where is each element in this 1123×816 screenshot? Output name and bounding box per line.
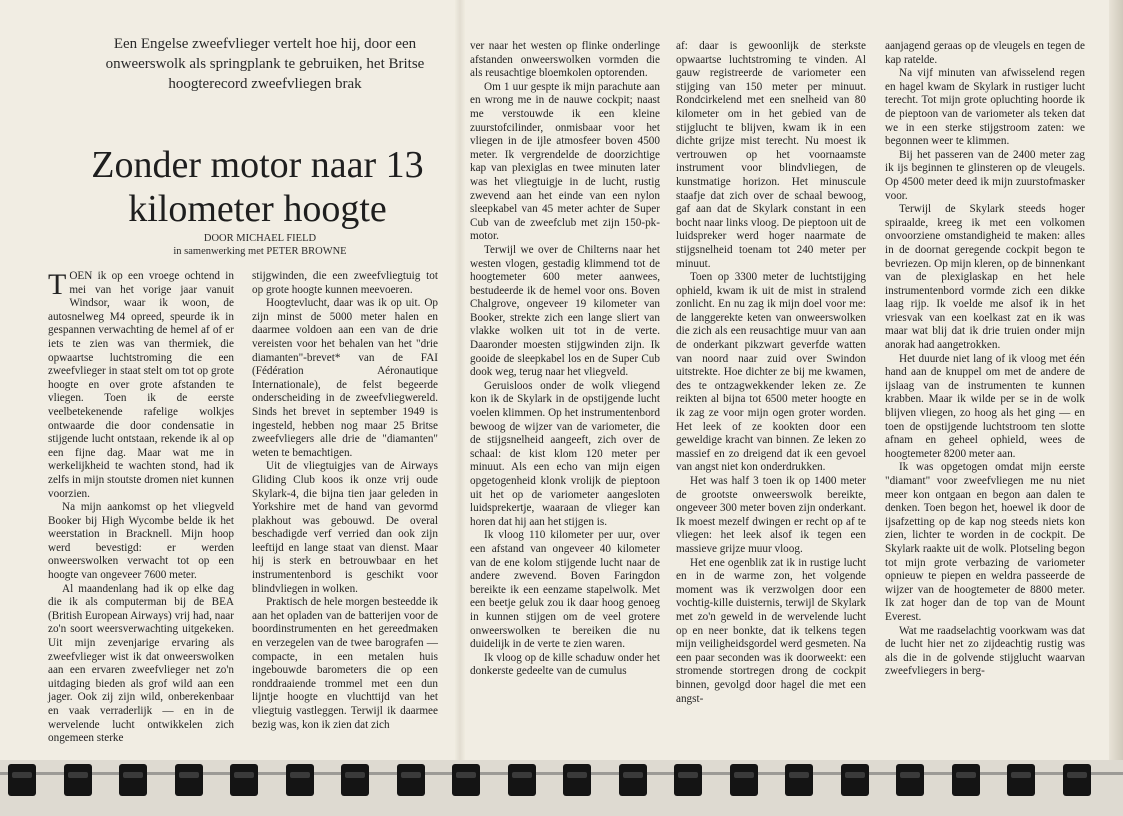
column-2	[252, 270, 438, 732]
binding-coil	[1063, 764, 1091, 796]
binding-coil	[508, 764, 536, 796]
paragraph: Toen op 3300 meter de luchtstijging ophield, kwam ik uit de mist in stralend zonlicht. En nu zag ik mijn doel voor me: de langgerekte keten van onweerswolken die zich als een reusachtige muur van aan de onderkant pikzwart geverfde watten van noord naar zuid over Swindon uitstrekte. Hoe dichter ze bij me kwamen, des te ontzagwekkender leken ze. Ze reikten al bijna tot 6500 meter hoogte en ik zag ze voor mijn ogen groter worden. Het leek of ze kookten door een geweldige kracht van binnen. Ze leken zo massief en zo dreigend dat ik een gevoel van angst niet kon onderdrukken.	[676, 271, 866, 474]
binding-coil	[341, 764, 369, 796]
paragraph: Het ene ogenblik zat ik in rustige lucht en in de warme zon, het volgende moment was ik verzwolgen door een vochtig-kille duisternis, terwijl de Skylark met zo'n geweld in de wervelende lucht op en neer bonkte, dat ik telkens tegen mijn veiligheidsgordel werd gesmeten. Na een paar seconden was ik doorweekt: een stromende stortregen drong de cockpit binnen, gevolgd door hagel die met een angst-	[676, 556, 866, 705]
binding-coil	[8, 764, 36, 796]
binding-coil	[785, 764, 813, 796]
paragraph: Ik was opgetogen omdat mijn eerste "diamant" voor zweefvliegen me nu niet meer kon ontgaan en begon aan dalen te denken. Toen begon het, hoewel ik door de ijsafzetting op de kap nog steeds niets kon zien, lichter te worden in de cockpit. De Skylark raakte uit de wolk. Plotseling begon tot mijn grote verbazing de variometer opnieuw te piepen en weldra passeerde de wijzer van de hoogtemeter de 8800 meter. Ik zat hoger dan de top van de Mount Everest.	[885, 461, 1085, 623]
binding-coil	[1007, 764, 1035, 796]
paragraph: Terwijl de Skylark steeds hoger spiraalde, kreeg ik met een volkomen onvoorziene omstandigheid te maken: alles in de doornat geregende cockpit begon te bevriezen. Op mijn kleren, op de binnenkant van de plexiglaskap en het hele instrumentenbord vormde zich een dikke laag rijp. Ik voelde me alsof ik in het vriesvak van een koelkast zat en ik was maar wat blij dat ik drie truien onder mijn anorak had aangetrokken.	[885, 203, 1085, 352]
paragraph: af: daar is gewoonlijk de sterkste opwaartse luchtstroming te vinden. Al gauw registreerde de variometer een stijging van 150 meter per minuut. Rondcirkelend met een snelheid van 80 kilometer om in het gebied van de stijglucht te blijven, kwam ik in een dichte grijze mist terecht. Nu moest ik vertrouwen op het voornaamste instrument voor blindvliegen, de kunstmatige horizon. Het minuscule staafje dat zich over de schaal bewoog, gaf aan dat de Skylark constant in een bocht naar links vloog. De pieptoon uit de luidspreker werd hoger naarmate de stijgsnelheid toenam tot 240 meter per minuut.	[676, 40, 866, 270]
paragraph: Na mijn aankomst op het vliegveld Booker bij High Wycombe belde ik het weerstation in Bracknell. Mijn hoop werd bevestigd: er werden onweerswolken verwacht tot op een hoogte van ongeveer 7600 meter.	[48, 501, 234, 582]
paragraph: Geruisloos onder de wolk vliegend kon ik de Skylark in de opstijgende lucht voelen klimmen. Op het instrumentenbord bewoog de wijzer van de variometer, die de stijgsnelheid aangeeft, zich over de schaal: de kist klom 120 meter per minuut. Als een echo van mijn eigen opgetogenheid klonk vrolijk de pieptoon uit het op de variometer aangesloten luidsprekertje, waaraan de vlieger kan horen dat hij aan het stijgen is.	[470, 379, 660, 528]
binding-coil	[119, 764, 147, 796]
article-title: Zonder motor naar 13 kilometer hoogte	[91, 144, 424, 231]
paragraph: TOEN ik op een vroege ochtend in mei van het vorige jaar vanuit Windsor, waar ik woon, de autosnelweg M4 opreed, speurde ik in gespannen verwachting de hemel af of er iets te zien was van thermiek, die opwaartse luchtstroming die een zweefvlieger in staat stelt om tot op grote hoogte en over grote afstanden te vliegen. Toen ik de eerste veelbetekenende rafelige wolkjes ontwaarde die door condensatie in stijgende lucht ontstaan, rekende ik al op een fijne dag. Maar wat me in werkelijkheid te wachten stond, had ik zelfs in mijn stoutste dromen niet kunnen voorzien.	[48, 268, 234, 500]
article-byline	[130, 232, 390, 258]
binding-coil	[563, 764, 591, 796]
binding-coil	[230, 764, 258, 796]
paragraph: aanjagend geraas op de vleugels en tegen de kap ratelde.	[885, 40, 1085, 66]
article-intro: Een Engelse zweefvlieger vertelt hoe hij, door een onweerswolk als springplank te gebruiken, het Britse hoogterecord zweefvliegen brak	[105, 36, 425, 92]
binding-coil	[952, 764, 980, 796]
binding-coil	[619, 764, 647, 796]
paragraph: Praktisch de hele morgen besteedde ik aan het opladen van de batterijen voor de boordinstrumenten en het gereedmaken en verzegelen van de twee barografen — compacte, in een metalen huis ingebouwde barometers die op een ronddraaiende trommel met een dun lijntje hoogte en vluchttijd van het vliegtuig vastleggen. Terwijl ik daarmee bezig was, kon ik zien dat zich	[252, 596, 438, 731]
byline-author: DOOR MICHAEL FIELD	[203, 233, 317, 244]
paragraph: Het duurde niet lang of ik vloog met één hand aan de knuppel om met de andere de ijslaag van de instrumenten te kunnen krabben. Maar ik wilde per se in de wolk blijven vliegen, zo hoog als het ging — en toen de opstijgende luchtstroom ten slotte afnam en geheel ophield, wees de hoogtemeter 8200 meter aan.	[885, 352, 1085, 460]
column-5	[885, 40, 1085, 679]
paragraph: Al maandenlang had ik op elke dag die ik als computerman bij de BEA (British European Airways) vrij had, naar zo'n soort weersverwachting uitgekeken. Uit mijn zevenjarige ervaring als zweefvlieger wist ik dat onweerswolken aan een ervaren zweefvlieger net zo'n uitdaging bieden als grof wild aan een jager. Ook zij zijn wild, onberekenbaar en vaak verraderlijk — en in de wervelende lucht ontwikkelen zich ongemeen sterke	[48, 582, 234, 745]
paragraph: Terwijl we over de Chilterns naar het westen vlogen, gestadig klimmend tot de hoogtemeter 600 meter aanwees, bestudeerde ik de hemel voor ons. Boven Chalgrove, ongeveer 19 kilometer van Booker, strekte zich een lange sliert van vlakke wolken uit tot in de verte. Daaronder moesten stijgwinden zijn. Ik gooide de sleepkabel los en de Super Cub dook weg, terug naar het vliegveld.	[470, 243, 660, 379]
column-4	[676, 40, 866, 706]
column-3	[470, 40, 660, 679]
paragraph: Om 1 uur gespte ik mijn parachute aan en wrong me in de nauwe cockpit; naast me verstouwde ik een kleine zuurstofcilinder, onmisbaar voor het vliegen in de ijle atmosfeer boven 4500 meter. Ik vergrendelde de doorzichtige kap van plexiglas en twee minuten later was het vliegtuigje in de lucht, rustig zwevend aan het einde van een nylon sleepkabel van 45 meter achter de Super Cub van de zweefclub met zijn 150-pk-motor.	[470, 80, 660, 243]
paragraph: Hoogtevlucht, daar was ik op uit. Op zijn minst de 5000 meter halen en daarmee voldoen aan een van de drie vereisten voor het behalen van het "drie diamanten"-brevet* van de FAI (Fédération Aéronautique Internationale), de felst begeerde onderscheiding in de zweefvliegwereld. Sinds het brevet in september 1949 is ingesteld, hebben nog maar 25 Britse zweefvliegers alle drie de "diamanten" weten te bemachtigen.	[252, 297, 438, 459]
byline-coauthor: in samenwerking met PETER BROWNE	[173, 246, 347, 257]
paragraph: Ik vloog op de kille schaduw onder het donkerste gedeelte van de cumulus	[470, 651, 660, 678]
binding-coil	[896, 764, 924, 796]
binding-coil	[730, 764, 758, 796]
binding-coil	[286, 764, 314, 796]
binding-coil	[452, 764, 480, 796]
page-edge-shadow	[1109, 0, 1123, 816]
paragraph: Ik vloog 110 kilometer per uur, over een afstand van ongeveer 40 kilometer van de ene kolom stijgende lucht naar de andere zwevend. Boven Faringdon bereikte ik een eenzame stapelwolk. Met een beetje geluk zou ik daar hoog genoeg in kunnen stijgen om de veel grotere onweerswolken te bereiken die nu duidelijk in de verte te zien waren.	[470, 529, 660, 651]
paragraph: Na vijf minuten van afwisselend regen en hagel kwam de Skylark in rustiger lucht terecht. Tot mijn grote opluchting hoorde ik de pieptoon van de variometer als teken dat we in een sterke stijgstroom zaten: we begonnen weer te klimmen.	[885, 67, 1085, 148]
paragraph: stijgwinden, die een zweefvliegtuig tot op grote hoogte kunnen meevoeren.	[252, 270, 438, 296]
binding-coil	[175, 764, 203, 796]
binding-coil	[841, 764, 869, 796]
binding-coil	[674, 764, 702, 796]
column-1	[48, 270, 234, 746]
page-gutter	[455, 0, 465, 760]
paragraph: Uit de vliegtuigjes van de Airways Gliding Club koos ik onze vrij oude Skylark-4, die bijna tien jaar geleden in Yorkshire met de hand van gevormd plakhout was gebouwd. De overal beschadigde verf verried dan ook zijn leeftijd en lange staat van dienst. Maar hij is sterk en betrouwbaar en het instrumentenbord is geschikt voor blindvliegen in wolken.	[252, 460, 438, 595]
binding-coil	[64, 764, 92, 796]
paragraph: ver naar het westen op flinke onderlinge afstanden onweerswolken vormden die als reusachtige bloemkolen optorenden.	[470, 40, 660, 80]
paragraph: Bij het passeren van de 2400 meter zag ik ijs beginnen te glinsteren op de vleugels. Op 4500 meter deed ik mijn zuurstofmasker voor.	[885, 148, 1085, 202]
drop-cap: T	[48, 268, 67, 301]
paragraph: Wat me raadselachtig voorkwam was dat de lucht hier net zo zijdeachtig rustig was als die in de golvende stijglucht waarvan zweefvliegers in berg-	[885, 624, 1085, 678]
paragraph: Het was half 3 toen ik op 1400 meter de grootste onweerswolk bereikte, ongeveer 300 meter boven zijn onderkant. Ik moest mezelf dwingen er recht op af te vliegen: het leek alsof ik tegen een massieve grijze muur vloog.	[676, 475, 866, 555]
binding-coil	[397, 764, 425, 796]
